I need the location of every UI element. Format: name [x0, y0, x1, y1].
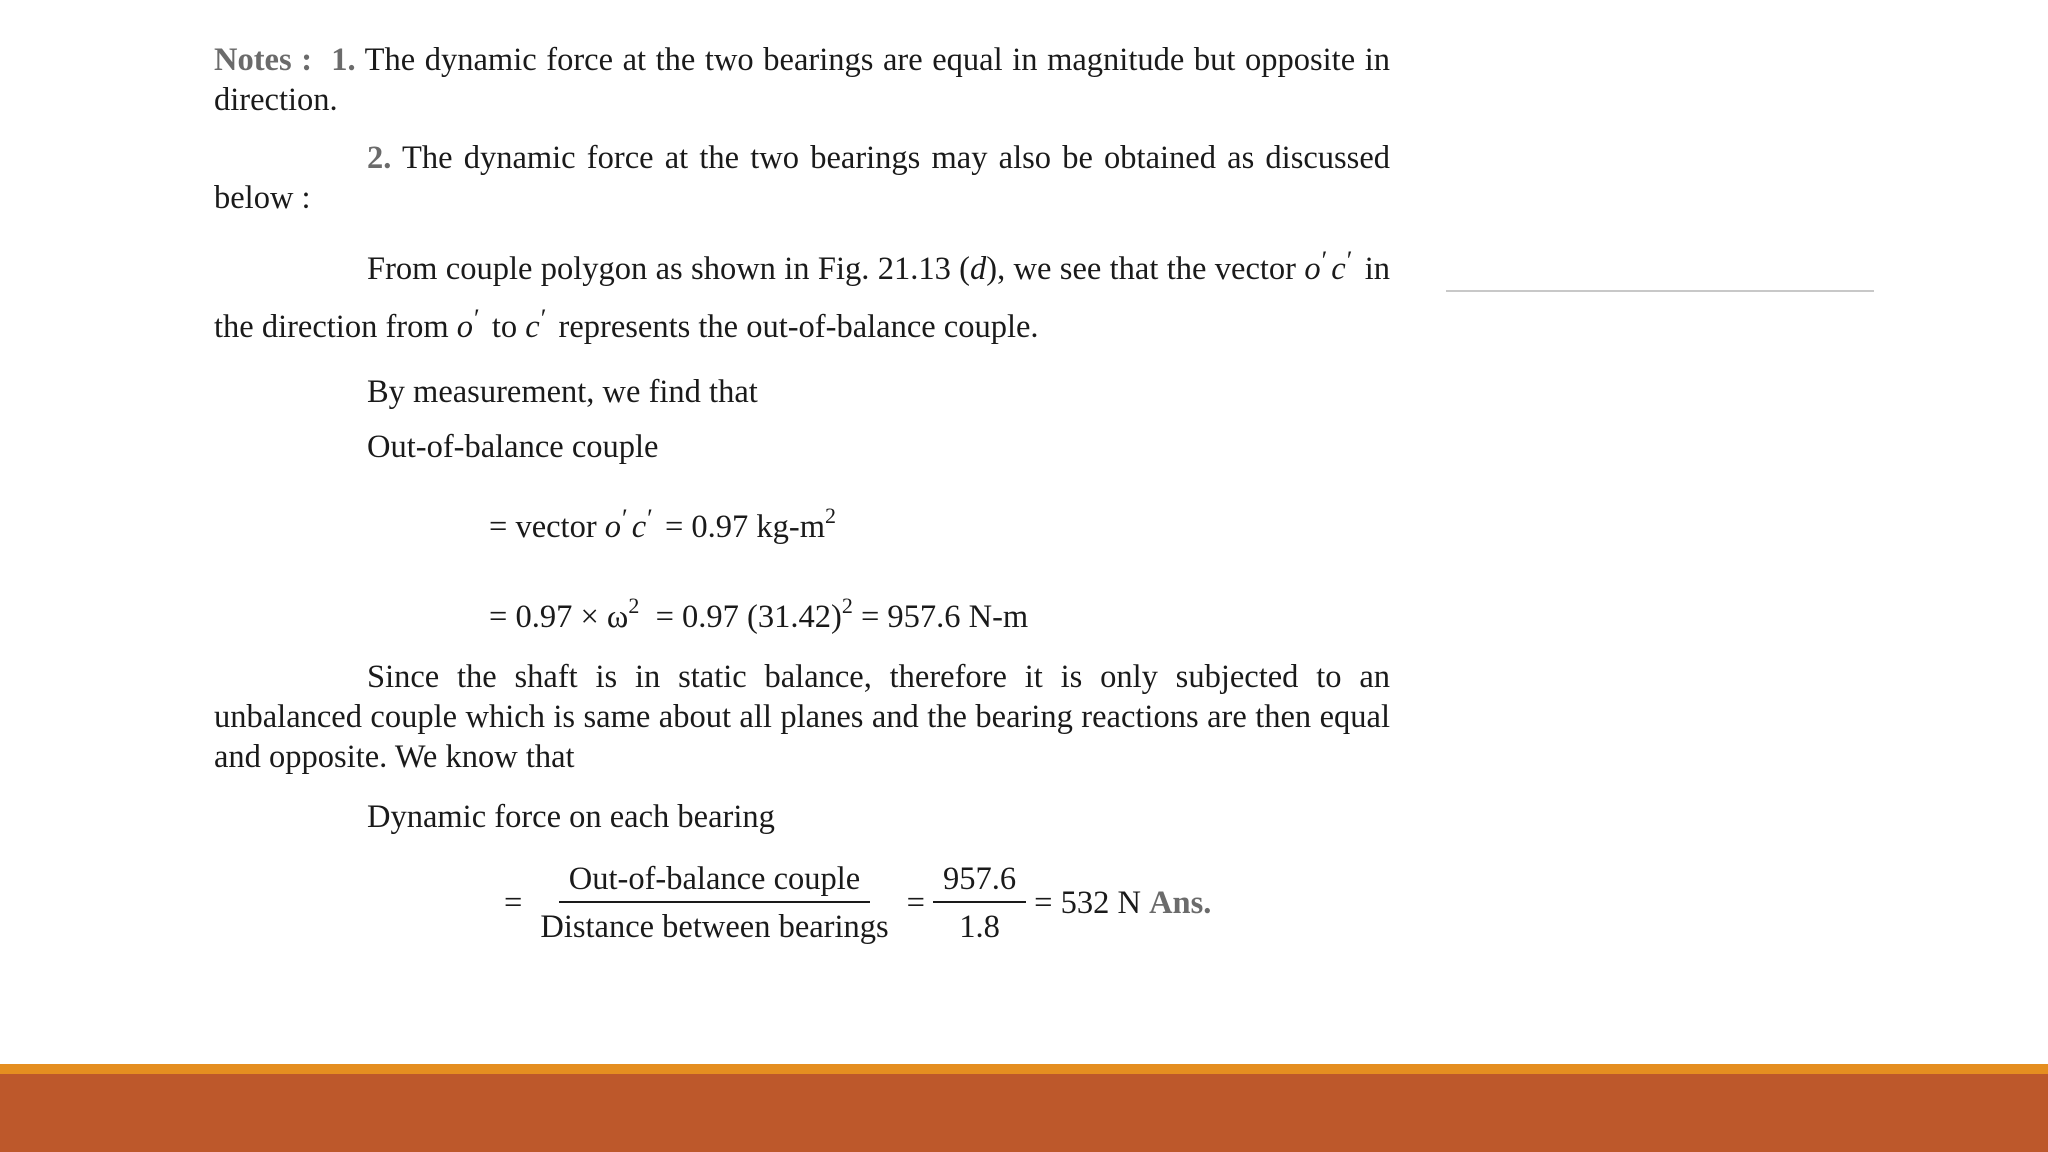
equation-dynamic-force	[504, 859, 1390, 947]
eq2-exponent-2: 2	[841, 593, 853, 618]
eq1-exponent: 2	[825, 503, 837, 528]
polygon-text-b: ), we see that the vector	[986, 251, 1296, 287]
couple-polygon-paragraph	[214, 236, 1390, 352]
fraction-numerator: Out-of-balance couple	[559, 859, 870, 903]
out-of-balance-label: Out-of-balance couple	[367, 429, 659, 465]
static-balance-paragraph: Since the shaft is in static balance, therefore it is only subjected to an unbalanced couple which is same about all planes and the bearing reactions are then equal and opposite. We know that	[214, 659, 1390, 775]
equals-sign: =	[504, 885, 523, 921]
slide-divider	[1446, 290, 1874, 292]
vector-o: o	[456, 309, 474, 345]
fraction-numerator: 957.6	[933, 859, 1026, 903]
polygon-text-d: to	[491, 309, 518, 345]
vector-c: c	[1331, 251, 1346, 287]
measurement-line: By measurement, we find that	[367, 374, 758, 410]
equation-vector	[489, 499, 1390, 547]
vector-o: o	[604, 509, 622, 545]
fraction-denominator: 1.8	[959, 909, 1000, 945]
textbook-page	[214, 40, 1390, 947]
fraction-denominator: Distance between bearings	[540, 909, 889, 945]
prime-mark: ′	[474, 304, 480, 333]
eq2-result: = 957.6 N-m	[860, 599, 1029, 635]
vector-c: c	[525, 309, 540, 345]
fraction-values	[933, 859, 1026, 947]
prime-mark: ′	[1321, 246, 1328, 275]
fraction-couple-over-distance	[530, 859, 898, 947]
notes-label: Notes :	[214, 42, 313, 78]
answer-label: Ans.	[1149, 885, 1212, 921]
prime-mark: ′	[1346, 246, 1353, 275]
equation-omega	[489, 593, 1390, 637]
vector-o: o	[1304, 251, 1321, 287]
note-1-number: 1.	[331, 42, 356, 78]
footer-band	[0, 1074, 2048, 1152]
polygon-text-c: in the direction from	[214, 251, 1391, 345]
note-1	[214, 40, 1390, 120]
note-2-number: 2.	[367, 140, 392, 176]
prime-mark: ′	[540, 304, 547, 333]
prime-mark: ′	[622, 504, 628, 533]
footer-accent-band	[0, 1064, 2048, 1074]
eq1-prefix: = vector	[489, 509, 597, 545]
note-2-text: The dynamic force at the two bearings may also be obtained as discussed below :	[214, 140, 1390, 216]
note-1-text: The dynamic force at the two bearings are equal in magnitude but opposite in direction.	[214, 42, 1390, 118]
polygon-text-e: represents the out-of-balance couple.	[558, 309, 1039, 345]
polygon-text-a: From couple polygon as shown in Fig. 21.13 (	[367, 251, 971, 287]
figure-letter: d	[970, 251, 987, 287]
note-2	[214, 138, 1390, 218]
result-value: = 532 N	[1034, 885, 1141, 921]
equals-sign: =	[906, 885, 926, 921]
eq2-exponent-1: 2	[628, 593, 640, 618]
dynamic-force-label: Dynamic force on each bearing	[367, 799, 775, 835]
eq2-part-b: = 0.97 (31.42)	[655, 599, 842, 635]
eq1-value: = 0.97 kg-m	[664, 509, 826, 545]
vector-c: c	[631, 509, 647, 545]
eq2-part-a: = 0.97 ×	[489, 599, 599, 635]
prime-mark: ′	[647, 504, 653, 533]
omega-symbol: ω	[606, 599, 629, 635]
